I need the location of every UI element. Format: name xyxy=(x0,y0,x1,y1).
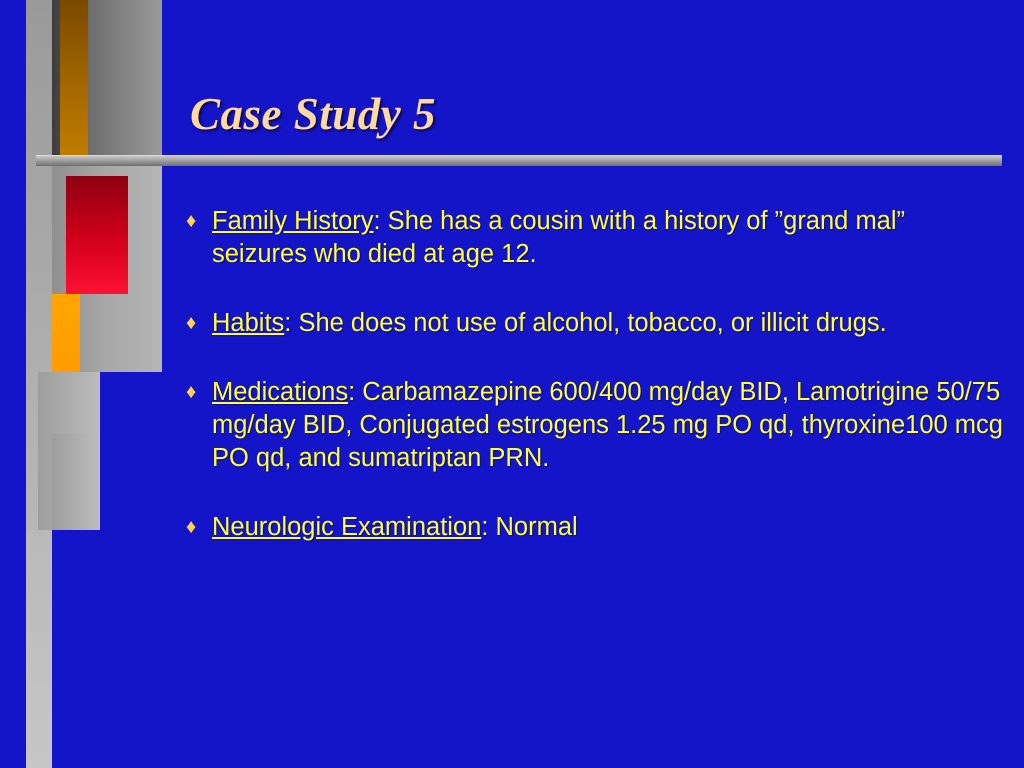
bullet-lead: Medications xyxy=(212,378,349,406)
decorative-gray-bottom-strip xyxy=(26,530,52,768)
bullet-marker-icon: ♦ xyxy=(186,516,197,538)
bullet-text xyxy=(212,376,1006,475)
bullet-text xyxy=(212,511,1006,544)
decorative-gray-bottom-column xyxy=(52,434,100,530)
decorative-left-background xyxy=(0,0,26,768)
bullet-marker-icon: ♦ xyxy=(186,210,197,232)
slide-body xyxy=(186,205,1006,580)
decorative-red-block xyxy=(66,176,128,294)
bullet-text xyxy=(212,307,1006,340)
bullet-lead: Family History xyxy=(212,207,374,235)
bullet-marker-icon: ♦ xyxy=(186,381,197,403)
bullet-rest: : She has a cousin with a history of ”grand mal” seizures who died at age 12. xyxy=(212,207,906,268)
decorative-dark-orange-bar xyxy=(60,0,88,158)
bullet-item xyxy=(186,205,1006,271)
title-divider xyxy=(36,155,1002,166)
bullet-rest: : Carbamazepine 600/400 mg/day BID, Lamotrigine 50/75 mg/day BID, Conjugated estrogens 1.25 mg PO qd, thyroxine100 mcg PO qd, and sumatriptan PRN. xyxy=(212,378,1003,472)
bullet-lead: Neurologic Examination xyxy=(212,513,482,541)
bullet-item xyxy=(186,511,1006,544)
bullet-item xyxy=(186,307,1006,340)
bullet-text xyxy=(212,205,1006,271)
slide-title: Case Study 5 xyxy=(190,89,437,139)
bullet-rest: : She does not use of alcohol, tobacco, or illicit drugs. xyxy=(284,309,887,337)
bullet-rest: : Normal xyxy=(481,513,578,541)
bullet-item xyxy=(186,376,1006,475)
bullet-marker-icon: ♦ xyxy=(186,312,197,334)
bullet-lead: Habits xyxy=(212,309,285,337)
